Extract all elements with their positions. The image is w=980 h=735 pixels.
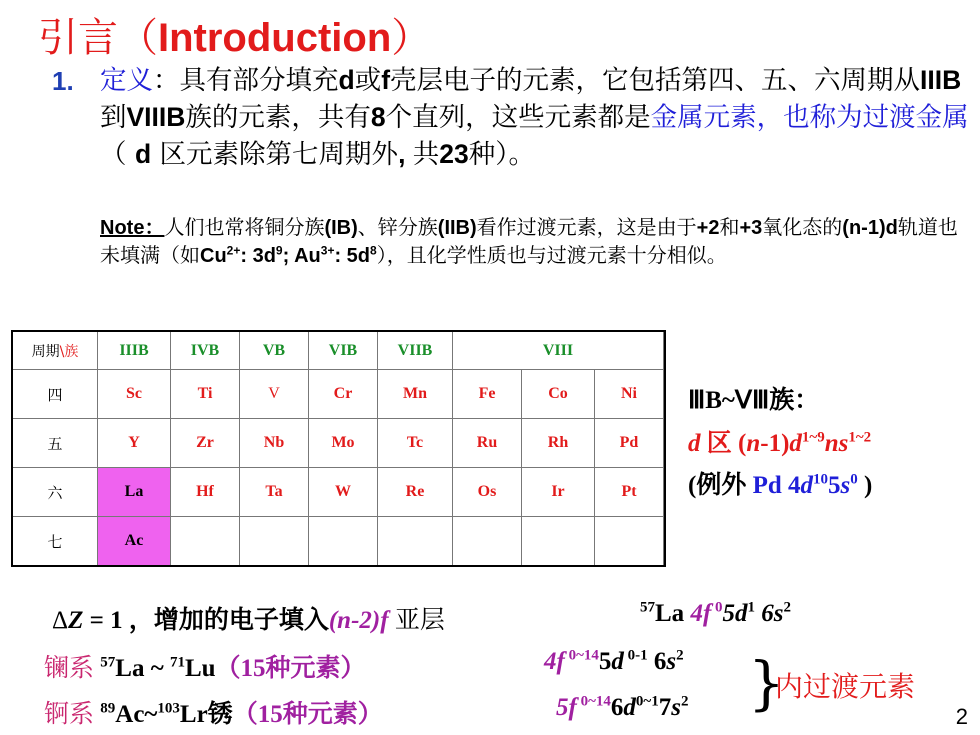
element-cell: V [240, 370, 309, 419]
actinide-config: 5f $^{0\sim 14}6d^{0\sim 1}7s^2$ [556, 693, 689, 721]
element-cell: Mo [309, 419, 378, 468]
element-cell: Fe [453, 370, 522, 419]
element-cell: Ti [171, 370, 240, 419]
period-label: 四 [12, 370, 98, 419]
list-number: 1. [52, 66, 74, 96]
table-header-row [12, 331, 665, 370]
table-corner-header: 周期\族 [12, 331, 98, 370]
group-header: VIII [453, 331, 664, 370]
table-row [12, 419, 665, 468]
exception-note: (例外 Pd $4d^{10}5s^0$ ) [688, 471, 873, 499]
period-label: 五 [12, 419, 98, 468]
element-cell: Ta [240, 468, 309, 517]
element-cell: Hf [171, 468, 240, 517]
table-row [12, 468, 665, 517]
empty-cell [378, 517, 453, 567]
lanthanide-line: 镧系 $^{57}$La ~ $^{71}$Lu（15种元素） [44, 654, 366, 682]
table-header-spacer [664, 331, 666, 370]
element-cell: Mn [378, 370, 453, 419]
group-header: VIB [309, 331, 378, 370]
page-number: 2 [955, 704, 968, 729]
curly-brace: } [748, 649, 785, 717]
element-cell: Y [98, 419, 171, 468]
element-cell: Pd [595, 419, 664, 468]
element-cell: W [309, 468, 378, 517]
d-block-config: d 区 $(n-1)d^{1\sim 9}ns^{1\sim 2}$ [688, 429, 872, 457]
element-cell: Zr [171, 419, 240, 468]
table-row [12, 370, 665, 419]
periodic-table [11, 330, 666, 567]
period-label: 六 [12, 468, 98, 517]
inner-transition-label: 内过渡元素 [775, 670, 916, 703]
element-cell: Ir [522, 468, 595, 517]
element-cell: Pt [595, 468, 664, 517]
element-cell: Nb [240, 419, 309, 468]
empty-cell [664, 468, 666, 517]
element-cell: Rh [522, 419, 595, 468]
empty-cell [664, 419, 666, 468]
definition-paragraph: 定义：具有部分填充d或f壳层电子的元素，它包括第四、五、六周期从IIIB到VIIIB族的元素，共有8个直列，这些元素都是金属元素，也称为过渡金属（ d 区元素除第七周期外, 共23种）。 [100, 65, 969, 170]
empty-cell [595, 517, 664, 567]
element-cell: Re [378, 468, 453, 517]
delta-z-line: ΔZ = 1 ，增加的电子填入(n-2)f 亚层 [52, 607, 445, 634]
element-cell-highlight: Ac [98, 517, 171, 567]
element-cell-highlight: La [98, 468, 171, 517]
empty-cell [240, 517, 309, 567]
lanthanide-config: 4f $^{0\sim 14}$5d $^{0-1}$ $6s^2$ [544, 647, 684, 675]
group-range-label: ⅢB~ⅤⅢ族： [688, 387, 820, 414]
table-row [12, 517, 665, 567]
empty-cell [664, 370, 666, 419]
element-cell: Cr [309, 370, 378, 419]
empty-cell [309, 517, 378, 567]
note-paragraph: Note：人们也常将铜分族(IB)、锌分族(IIB)看作过渡元素，这是由于+2和+3氧化态的(n-1)d轨道也未填满（如$Cu^{2+}$: $3d^9$; $Au^{3+}$: $5d^8$），且化学性质也与过渡元素十分相似。 [100, 215, 958, 267]
element-cell: Ni [595, 370, 664, 419]
empty-cell [664, 517, 666, 567]
period-label: 七 [12, 517, 98, 567]
element-cell: Tc [378, 419, 453, 468]
element-cell: Co [522, 370, 595, 419]
group-header: VIIB [378, 331, 453, 370]
group-header: VB [240, 331, 309, 370]
empty-cell [453, 517, 522, 567]
empty-cell [522, 517, 595, 567]
slide-title: 引言（Introduction） [38, 15, 432, 61]
actinide-line: 锕系 $^{89}$Ac~$^{103}$Lr锈（15种元素） [44, 700, 383, 728]
element-cell: Ru [453, 419, 522, 468]
la-config: $^{57}$La 4f $^05d^1$ $6s^2$ [640, 599, 791, 627]
group-header: IIIB [98, 331, 171, 370]
empty-cell [171, 517, 240, 567]
element-cell: Os [453, 468, 522, 517]
group-header: IVB [171, 331, 240, 370]
element-cell: Sc [98, 370, 171, 419]
